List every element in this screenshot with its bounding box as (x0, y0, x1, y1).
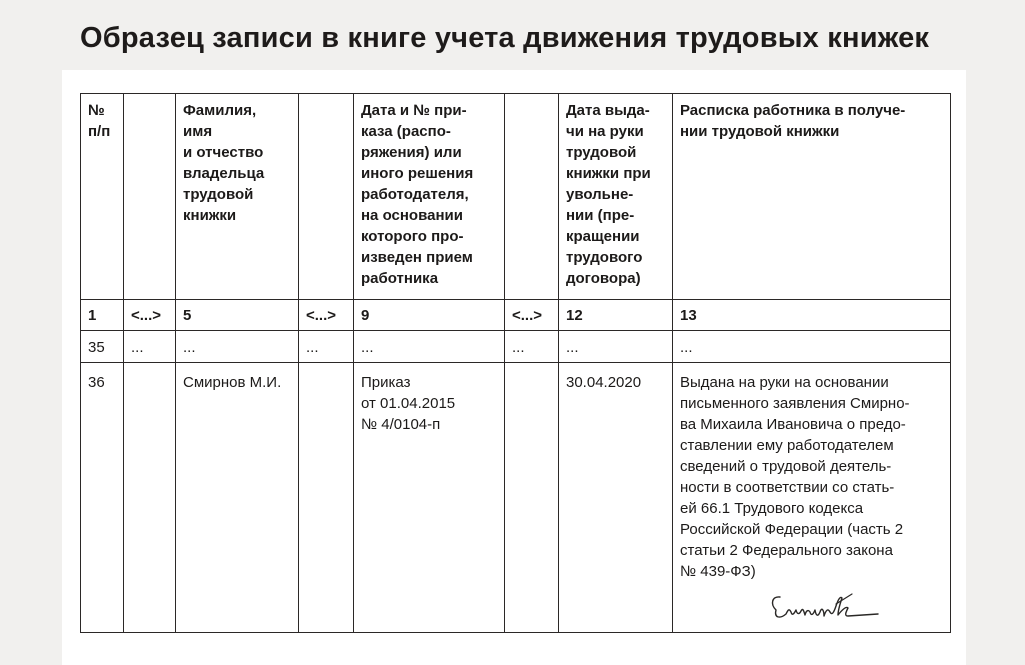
table-cell: Приказ от 01.04.2015 № 4/0104-п (354, 363, 505, 633)
document-sheet (62, 70, 966, 665)
table-cell (505, 363, 559, 633)
table-cell (299, 363, 354, 633)
header-cell: № п/п (81, 94, 124, 300)
table-cell: ... (354, 331, 505, 363)
handwritten-signature (766, 588, 886, 628)
table-cell: 36 (81, 363, 124, 633)
table-cell: ... (299, 331, 354, 363)
header-cell (505, 94, 559, 300)
table-cell: 1 (81, 300, 124, 331)
table-cell: 9 (354, 300, 505, 331)
header-cell: Дата выда- чи на руки трудовой книжки при увольне- нии (пре- кращении трудового договора) (559, 94, 673, 300)
table-row (81, 363, 951, 633)
table-cell: 12 (559, 300, 673, 331)
header-cell (124, 94, 176, 300)
header-cell (299, 94, 354, 300)
header-cell: Дата и № при- каза (распо- ряжения) или иного решения работодателя, на основании которого про- изведен прием работника (354, 94, 505, 300)
table-cell: ... (505, 331, 559, 363)
table-row (81, 331, 951, 363)
register-table (80, 93, 951, 633)
table-cell: ... (559, 331, 673, 363)
table-header-row (81, 94, 951, 300)
table-cell: <...> (299, 300, 354, 331)
table-cell: <...> (124, 300, 176, 331)
header-cell: Фамилия, имя и отчество владельца трудовой книжки (176, 94, 299, 300)
table-cell: Смирнов М.И. (176, 363, 299, 633)
page-title: Образец записи в книге учета движения трудовых книжек (80, 22, 930, 54)
table-cell: 35 (81, 331, 124, 363)
table-cell: <...> (505, 300, 559, 331)
table-cell: ... (176, 331, 299, 363)
table-cell (124, 363, 176, 633)
column-numbers-row (81, 300, 951, 331)
header-cell: Расписка работника в получе- нии трудовой книжки (673, 94, 951, 300)
table-cell: ... (124, 331, 176, 363)
table-cell: ... (673, 331, 951, 363)
table-cell: 5 (176, 300, 299, 331)
table-cell: Выдана на руки на основании письменного заявления Смирно- ва Михаила Ивановича о предо- ставлении ему работодателем сведений о трудовой деятель- ности в соответствии со стать- ей 66.1 Трудового кодекса Российской Федерации (часть 2 статьи 2 Федерального закона № 439-ФЗ) (673, 363, 951, 633)
table-cell: 13 (673, 300, 951, 331)
table-cell: 30.04.2020 (559, 363, 673, 633)
